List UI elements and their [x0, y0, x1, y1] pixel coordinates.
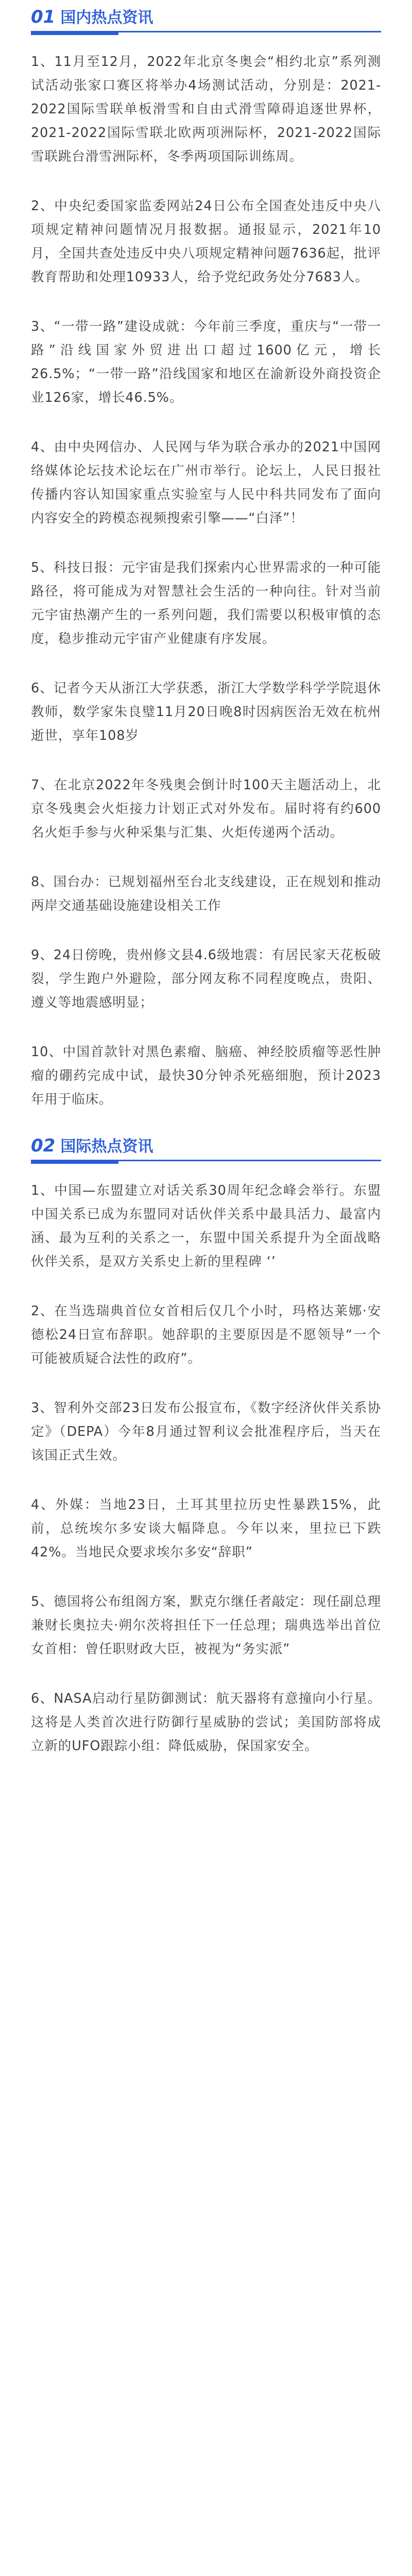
section-header-domestic — [31, 8, 381, 32]
news-item: 5、科技日报：元宇宙是我们探索内心世界需求的一种可能路径，将可能成为对智慧社会生活的一种向往。针对当前元宇宙热潮产生的一系列问题，我们需要以积极审慎的态度，稳步推动元宇宙产业健康有序发展。 — [31, 560, 381, 647]
news-item: 2、在当选瑞典首位女首相后仅几个小时，玛格达莱娜·安德松24日宣布辞职。她辞职的主要原因是不愿领导“一个可能被质疑合法性的政府”。 — [31, 1303, 381, 1366]
news-item: 6、NASA启动行星防御测试：航天器将有意撞向小行星。这将是人类首次进行防御行星威胁的尝试；美国防部将成立新的UFO跟踪小组：降低威胁，保国家安全。 — [31, 1691, 381, 1754]
news-item: 4、由中央网信办、人民网与华为联合承办的2021中国网络媒体论坛技术论坛在广州市举行。论坛上，人民日报社传播内容认知国家重点实验室与人民中科共同发布了面向内容安全的跨模态视频搜索引擎——“白泽”！ — [31, 439, 381, 526]
section-header-international — [31, 1137, 381, 1161]
news-item: 3、智利外交部23日发布公报宣布，《数字经济伙伴关系协定》（DEPA）今年8月通过智利议会批准程序后，当天在该国正式生效。 — [31, 1400, 381, 1463]
domestic-news-section — [31, 8, 381, 1111]
international-news-section — [31, 1137, 381, 1758]
section-number: 02 — [31, 1136, 56, 1156]
section-title: 国内热点资讯 — [60, 8, 153, 27]
news-item: 9、24日傍晚，贵州修文县4.6级地震：有居民家天花板破裂，学生跑户外避险，部分网友称不同程度晚点，贵阳、遵义等地震感明显； — [31, 947, 381, 1010]
news-item: 1、中国—东盟建立对话关系30周年纪念峰会举行。东盟中国关系已成为东盟同对话伙伴关系中最具活力、最富内涵、最为互利的关系之一，东盟中国关系提升为全面战略伙伴关系，是双方关系史上新的里程碑 ‘’ — [31, 1183, 381, 1269]
section-number: 01 — [31, 7, 56, 27]
news-item: 10、中国首款针对黑色素瘤、脑癌、神经胶质瘤等恶性肿瘤的硼药完成中试，最快30分钟杀死癌细胞，预计2023年用于临床。 — [31, 1044, 381, 1107]
news-item: 5、德国将公布组阁方案，默克尔继任者敲定：现任副总理兼财长奥拉夫·朔尔茨将担任下一任总理；瑞典选举出首位女首相：曾任职财政大臣，被视为“务实派” — [31, 1594, 381, 1657]
news-item: 8、国台办：已规划福州至台北支线建设，正在规划和推动两岸交通基础设施建设相关工作 — [31, 874, 381, 913]
news-item: 1、11月至12月，2022年北京冬奥会“相约北京”系列测试活动张家口赛区将举办4场测试活动，分别是：2021-2022国际雪联单板滑雪和自由式滑雪障碍追逐世界杯，2021-2022国际雪联北欧两项洲际杯，2021-2022国际雪联跳台滑雪洲际杯，冬季两项国际训练周。 — [31, 54, 381, 164]
news-item: 6、记者今天从浙江大学获悉，浙江大学数学科学学院退休教师，数学家朱良璧11月20日晚8时因病医治无效在杭州逝世，享年108岁 — [31, 681, 381, 743]
news-item: 4、外媒：当地23日，土耳其里拉历史性暴跌15%，此前，总统埃尔多安谈大幅降息。今年以来，里拉已下跌42%。当地民众要求埃尔多安“辞职” — [31, 1497, 381, 1560]
news-item: 7、在北京2022年冬残奥会倒计时100天主题活动上，北京冬残奥会火炬接力计划正式对外发布。届时将有约600名火炬手参与火种采集与汇集、火炬传递两个活动。 — [31, 777, 381, 840]
news-item: 2、中央纪委国家监委网站24日公布全国查处违反中央八项规定精神问题情况月报数据。通报显示，2021年10月，全国共查处违反中央八项规定精神问题7636起，批评教育帮助和处理10933人，给予党纪政务处分7683人。 — [31, 198, 381, 285]
section-underline-accent — [31, 32, 118, 35]
section-title: 国际热点资讯 — [60, 1137, 153, 1156]
section-underline-accent — [31, 1161, 118, 1164]
news-item: 3、“一带一路”建设成就：今年前三季度，重庆与“一带一路”沿线国家外贸进出口超过1600亿元，增长26.5%；“一带一路”沿线国家和地区在渝新设外商投资企业126家，增长46.5%。 — [31, 319, 381, 405]
